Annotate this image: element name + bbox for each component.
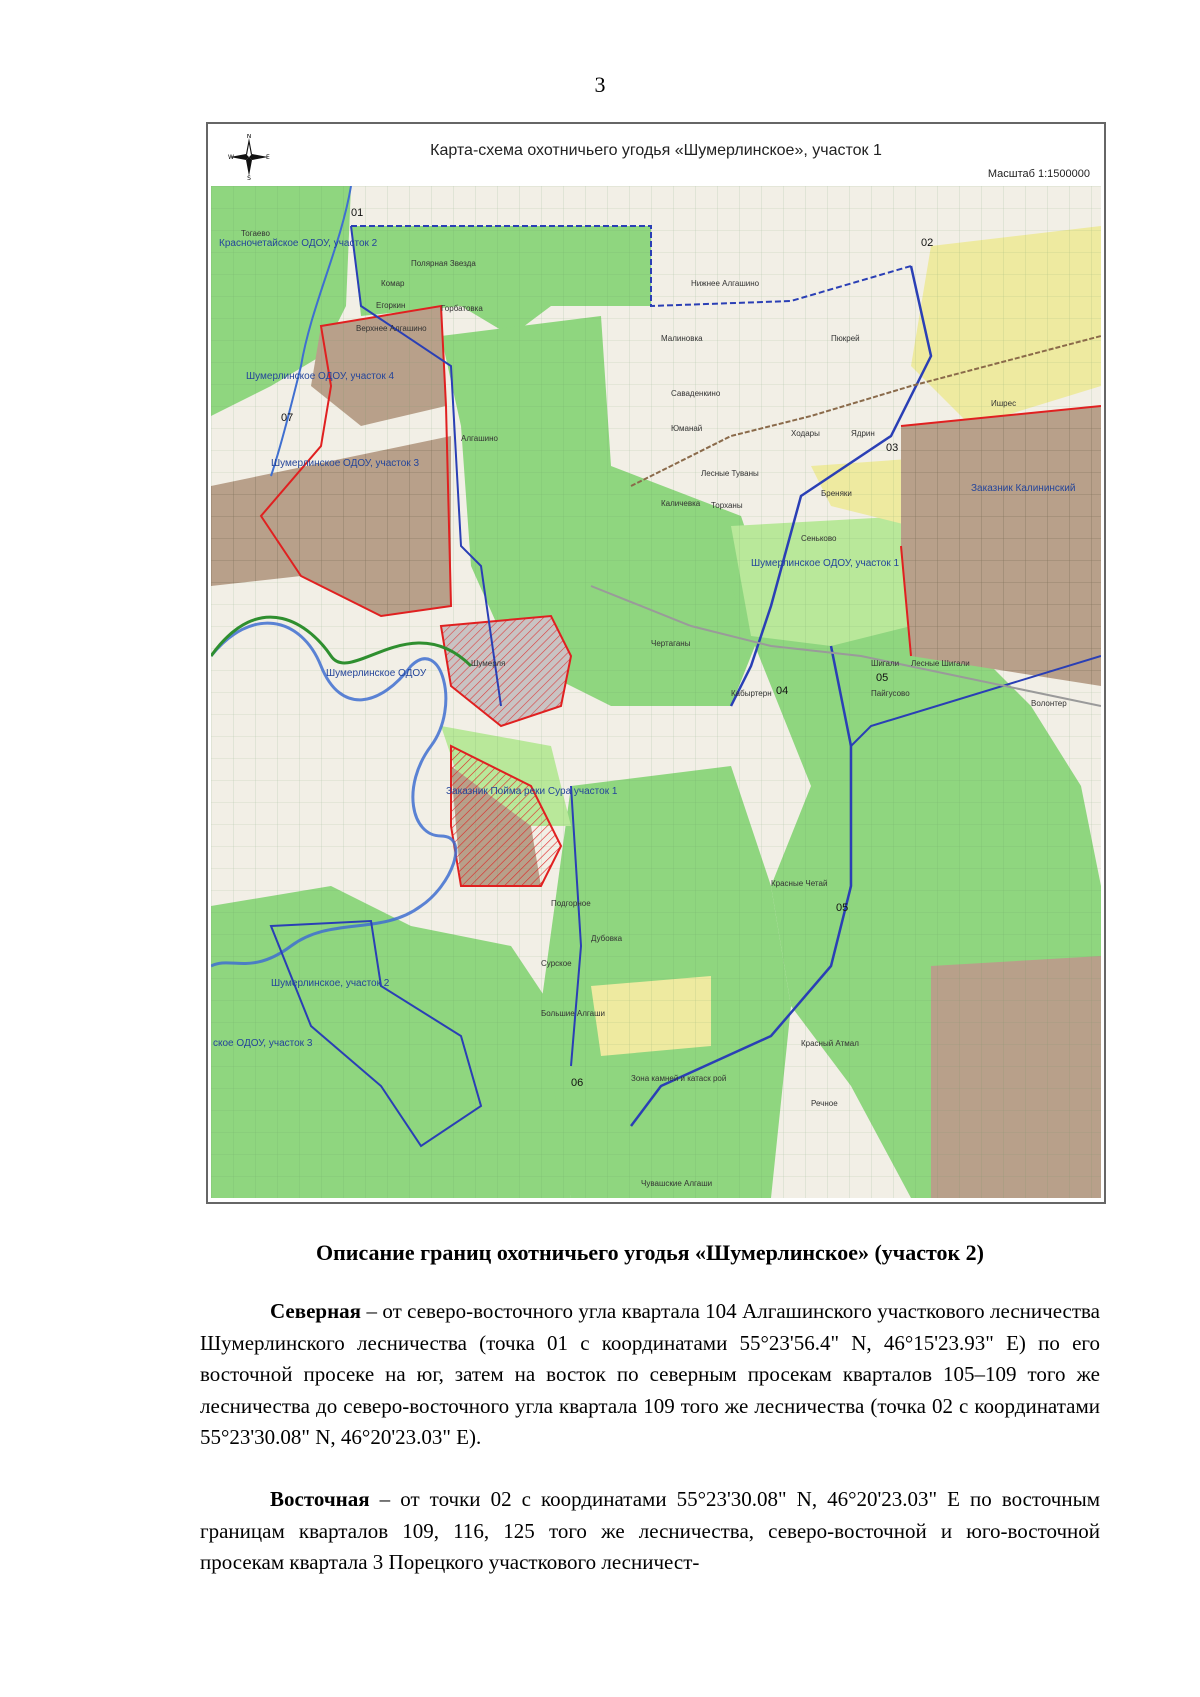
point-label-05a: 05 xyxy=(876,672,889,684)
map-title: Карта-схема охотничьего угодья «Шумерлинское», участок 1 xyxy=(430,142,882,159)
map-canvas xyxy=(211,186,1101,1198)
quarter-grid xyxy=(211,186,1101,1198)
place-name: Юманай xyxy=(671,424,703,433)
place-name: Дубовка xyxy=(591,934,623,943)
place-name: Бреняки xyxy=(821,489,852,498)
paragraph-east xyxy=(200,1484,1100,1579)
section-heading: Описание границ охотничьего угодья «Шумерлинское» (участок 2) xyxy=(315,1240,984,1265)
place-name: Торханы xyxy=(711,501,743,510)
place-name: Большие Алгаши xyxy=(541,1009,605,1018)
zone-label-krasnochetay: Красночетайское ОДОУ, участок 2 xyxy=(219,238,378,249)
zone-label-odou: Шумерлинское ОДОУ xyxy=(326,668,427,679)
place-name: Пюкрей xyxy=(831,334,860,343)
point-label-04: 04 xyxy=(776,685,789,697)
text-north: – от северо-восточного угла квартала 104 Алгашинского участкового лесничества Шумерлинского лесничества (точка 01 с координатами 55°23'56.4" N, 46°15'23.93" E) по его восточной просеке на юг, затем на восток по северным просекам кварталов 105–109 того же лесничества до северо-восточного угла квартала 109 того же лесничества (точка 02 с координатами 55°23'30.08" N, 46°20'23.03" E). xyxy=(200,1299,1100,1449)
term-east: Восточная xyxy=(270,1487,370,1511)
zone-label-reserve-sura: Заказник Пойма реки Сура участок 1 xyxy=(446,786,618,797)
page-number: 3 xyxy=(594,72,606,97)
place-name: Ишрес xyxy=(991,399,1017,408)
place-name: Волонтер xyxy=(1031,699,1067,708)
place-name: Лесные Туваны xyxy=(701,469,759,478)
zone-label-stones: Зона камней и катаск рой xyxy=(631,1074,727,1083)
compass-n: N xyxy=(246,134,252,140)
place-name: Чувашские Алгаши xyxy=(641,1179,713,1188)
compass-w: W xyxy=(228,154,234,161)
place-name: Шумерля xyxy=(471,659,506,668)
place-name: Алгашино xyxy=(461,434,498,443)
compass-e: E xyxy=(266,154,270,161)
place-name: Красный Атмал xyxy=(801,1039,859,1048)
place-name: Лесные Шигали xyxy=(911,659,970,668)
place-name: Красные Четай xyxy=(771,879,828,888)
zone-label-uchastok-3: ское ОДОУ, участок 3 xyxy=(213,1038,313,1049)
map-scale: Масштаб 1:1500000 xyxy=(987,168,1090,180)
place-name: Кабыртерн xyxy=(731,689,772,698)
zone-label-odou-3: Шумерлинское ОДОУ, участок 3 xyxy=(271,458,420,469)
zone-label-uchastok-2: Шумерлинское, участок 2 xyxy=(271,978,390,989)
place-name: Пайгусово xyxy=(871,689,910,698)
point-label-06: 06 xyxy=(571,1077,584,1089)
point-label-02: 02 xyxy=(921,237,934,249)
place-name: Шигали xyxy=(871,659,900,668)
place-name: Тогаево xyxy=(241,229,270,238)
place-name: Ядрин xyxy=(851,429,875,438)
place-name: Комар xyxy=(381,279,405,288)
place-name: Ходары xyxy=(791,429,820,438)
compass-s: S xyxy=(247,175,251,180)
place-name: Малиновка xyxy=(661,334,703,343)
hunting-ground-map xyxy=(206,122,1106,1204)
place-name: Речное xyxy=(811,1099,838,1108)
place-name: Полярная Звезда xyxy=(411,259,476,268)
text-east: – от точки 02 с координатами 55°23'30.08" N, 46°20'23.03" E по восточным границам кварталов 109, 116, 125 того же лесничества, северо-восточной и юго-восточной просекам квартала 3 Порецкого участкового лесничест- xyxy=(200,1487,1100,1574)
term-north: Северная xyxy=(270,1299,362,1323)
place-name: Каличевка xyxy=(661,499,701,508)
zone-label-reserve-kalin: Заказник Калининский xyxy=(971,483,1076,494)
point-label-03: 03 xyxy=(886,442,899,454)
place-name: Подгорное xyxy=(551,899,591,908)
zone-label-odou-4: Шумерлинское ОДОУ, участок 4 xyxy=(246,371,395,382)
place-name: Саваденкино xyxy=(671,389,721,398)
zone-label-odou-1: Шумерлинское ОДОУ, участок 1 xyxy=(751,558,900,569)
place-name: Нижнее Алгашино xyxy=(691,279,760,288)
point-label-07: 07 xyxy=(281,412,294,424)
point-label-05b: 05 xyxy=(836,902,849,914)
place-name: Горбатовка xyxy=(441,304,483,313)
place-name: Сурское xyxy=(541,959,572,968)
point-label-01: 01 xyxy=(351,207,364,219)
place-name: Верхнее Алгашино xyxy=(356,324,427,333)
place-name: Егоркин xyxy=(376,301,406,310)
map-header xyxy=(208,124,1104,186)
paragraph-north xyxy=(200,1296,1100,1454)
place-name: Чертаганы xyxy=(651,639,691,648)
place-name: Сеньково xyxy=(801,534,837,543)
